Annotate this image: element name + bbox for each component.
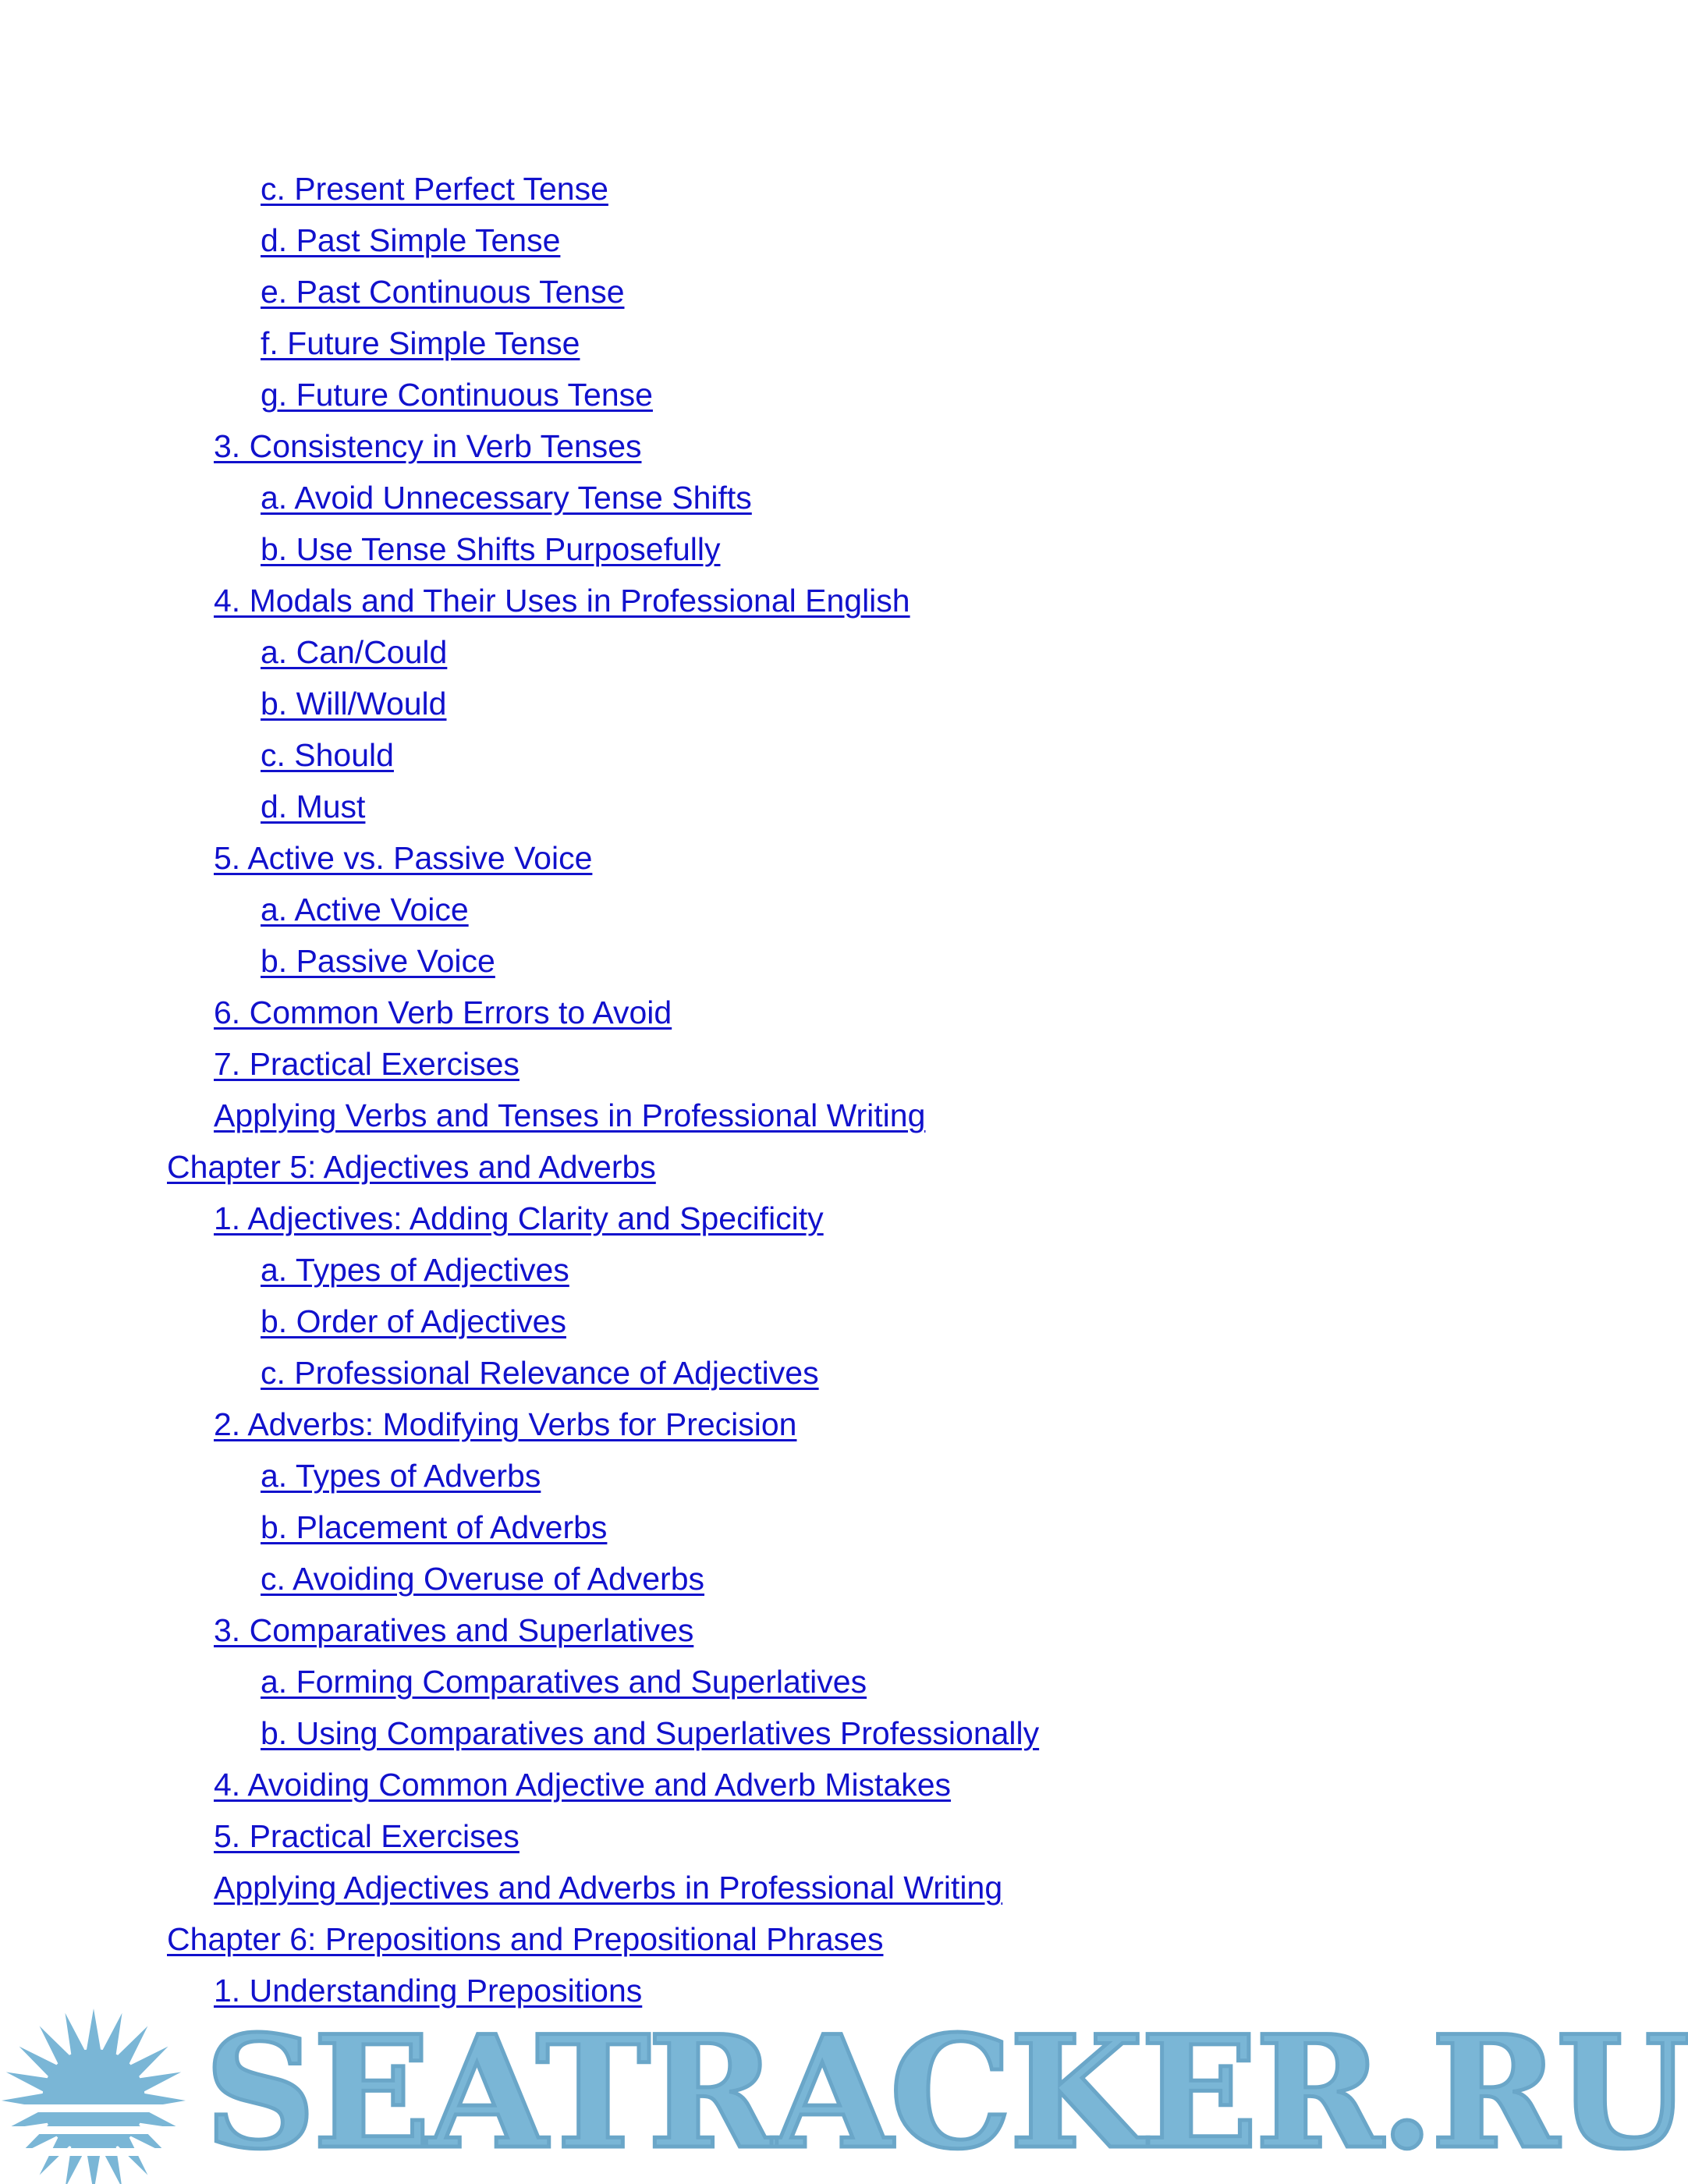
toc-subsection-link[interactable]: c. Avoiding Overuse of Adverbs (261, 1561, 705, 1597)
toc-subsection-link[interactable]: e. Past Continuous Tense (261, 274, 625, 310)
toc-subsection-link[interactable]: d. Must (261, 789, 366, 824)
toc-section-link[interactable]: 6. Common Verb Errors to Avoid (214, 994, 672, 1030)
toc-section-link[interactable]: 7. Practical Exercises (214, 1046, 520, 1082)
toc-subsection-link[interactable]: a. Types of Adverbs (261, 1458, 541, 1494)
toc-section-link[interactable]: 1. Understanding Prepositions (214, 1973, 643, 2008)
sun-disc (42, 2049, 145, 2152)
toc-subsection-link[interactable]: b. Use Tense Shifts Purposefully (261, 531, 721, 567)
toc-subsection-link[interactable]: a. Types of Adjectives (261, 1252, 569, 1288)
sun-burst-icon (0, 1987, 203, 2184)
toc-section-link[interactable]: 5. Active vs. Passive Voice (214, 840, 593, 876)
toc-section-link[interactable]: 5. Practical Exercises (214, 1818, 520, 1854)
toc-section-link[interactable]: 1. Adjectives: Adding Clarity and Specificity (214, 1200, 824, 1236)
toc-subsection-link[interactable]: f. Future Simple Tense (261, 325, 580, 361)
toc-chapter-link[interactable]: Chapter 5: Adjectives and Adverbs (167, 1149, 656, 1185)
toc-subsection-link[interactable]: b. Using Comparatives and Superlatives Professionally (261, 1715, 1040, 1751)
toc-section-link[interactable]: Applying Verbs and Tenses in Professional Writing (214, 1097, 926, 1133)
toc-subsection-link[interactable]: a. Forming Comparatives and Superlatives (261, 1664, 867, 1700)
watermark (0, 1987, 1688, 2184)
toc-section-link[interactable]: 3. Consistency in Verb Tenses (214, 428, 642, 464)
toc-section-link[interactable]: 3. Comparatives and Superlatives (214, 1612, 694, 1648)
toc-section-link[interactable]: 4. Avoiding Common Adjective and Adverb Mistakes (214, 1767, 952, 1803)
toc-section-link[interactable]: 2. Adverbs: Modifying Verbs for Precision (214, 1406, 797, 1442)
toc-chapter-link[interactable]: Chapter 6: Prepositions and Prepositional Phrases (167, 1921, 884, 1957)
toc-subsection-link[interactable]: b. Order of Adjectives (261, 1303, 566, 1339)
toc-subsection-link[interactable]: c. Present Perfect Tense (261, 171, 608, 207)
toc-subsection-link[interactable]: c. Should (261, 737, 394, 773)
toc-subsection-link[interactable]: d. Past Simple Tense (261, 222, 561, 258)
watermark-text: SEATRACKER.RU (204, 2001, 1688, 2183)
toc-section-link[interactable]: 4. Modals and Their Uses in Professional English (214, 583, 910, 619)
toc-subsection-link[interactable]: a. Avoid Unnecessary Tense Shifts (261, 480, 752, 516)
table-of-contents (0, 165, 1326, 2019)
toc-subsection-link[interactable]: g. Future Continuous Tense (261, 377, 653, 413)
toc-subsection-link[interactable]: b. Placement of Adverbs (261, 1509, 608, 1545)
toc-subsection-link[interactable]: a. Can/Could (261, 634, 448, 670)
toc-subsection-link[interactable]: b. Will/Would (261, 686, 447, 722)
toc-subsection-link[interactable]: a. Active Voice (261, 892, 469, 927)
toc-subsection-link[interactable]: c. Professional Relevance of Adjectives (261, 1355, 819, 1391)
toc-section-link[interactable]: Applying Adjectives and Adverbs in Professional Writing (214, 1870, 1003, 1906)
toc-subsection-link[interactable]: b. Passive Voice (261, 943, 495, 979)
